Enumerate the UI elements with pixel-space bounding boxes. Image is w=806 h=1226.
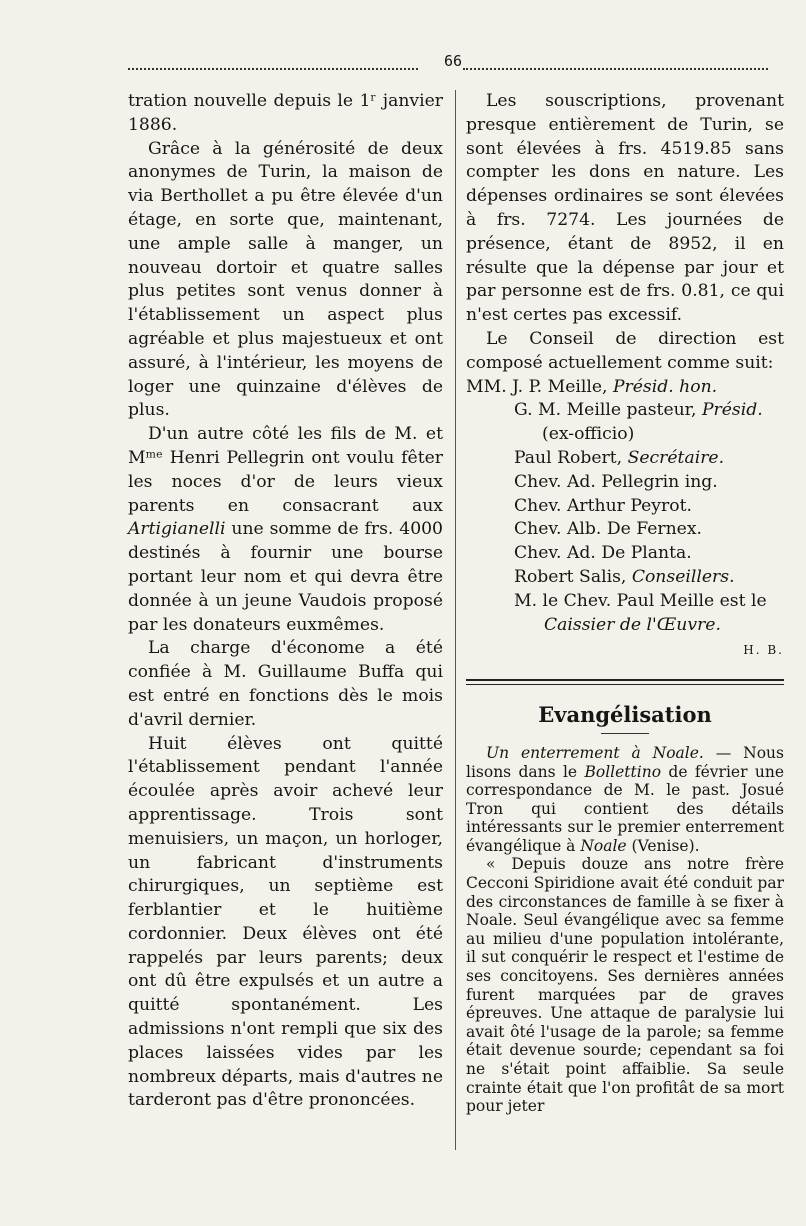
text-run: une somme de frs. 4000 destinés à fournir une bourse portant leur nom et qui devra être donnée à un jeune Vaudois proposé par les donateurs euxmêmes. xyxy=(128,519,443,635)
list-item: Caissier de l'Œuvre. xyxy=(544,614,721,635)
paragraph: Les souscriptions, provenant presque entièrement de Turin, se sont élevées à frs. 4519.85 sans compter les dons en nature. Les dépenses ordinaires se sont élevées à frs. 7274. Les journées de présence, étant de 8952, il en résulte que la dépense par jour et par personne est de frs. 0.81, ce qui n'est certes pas excessif. xyxy=(466,91,784,326)
council-member-list xyxy=(466,376,784,638)
italic-text: Noale xyxy=(580,836,627,855)
paragraph: Grâce à la générosité de deux anonymes de Turin, la maison de via Berthollet a pu être élevée d'un étage, en sorte que, maintenant, une ample salle à manger, un nouveau dortoir et quatre salles plus petites sont venus donner à l'établissement un aspect plus agréable et plus majestueux et ont assuré, à l'intérieur, les moyens de loger une quinzaine d'élèves de plus. xyxy=(128,138,443,421)
list-item xyxy=(466,447,784,471)
member-name: Paul Robert, xyxy=(514,447,628,468)
italic-text: Artigianelli xyxy=(128,519,226,540)
italic-text: Bollettino xyxy=(584,762,662,781)
title-rule xyxy=(601,733,649,734)
text-run: — Nous lisons dans le xyxy=(466,743,784,781)
list-item: Chev. Ad. Pellegrin ing. xyxy=(514,471,718,492)
page-number: 66 xyxy=(443,52,463,70)
paragraph xyxy=(466,744,784,856)
paragraph: Huit élèves ont quitté l'établissement pendant l'année écoulée après avoir achevé leur apprentissage. Trois sont menuisiers, un maçon, un horloger, un fabricant d'instruments chirurgiques, un septième est ferblantier et le huitième cordonnier. Deux élèves ont été rappelés par leurs parents; deux ont dû être expulsés et un autre a quitté spontanément. Les admissions n'ont rempli que six des places laissées vides par les nombreux départs, mais d'autres ne tarderont pas d'être prononcées. xyxy=(128,733,443,1111)
paragraph xyxy=(128,423,443,637)
section-rule xyxy=(466,679,784,685)
member-name: MM. J. P. Meille, xyxy=(466,376,613,397)
list-item: Chev. Alb. De Fernex. xyxy=(514,519,703,540)
signature: H. B. xyxy=(743,643,784,658)
member-role: Présid. xyxy=(701,400,763,421)
text-run: (Venise). xyxy=(626,836,700,855)
list-item: M. le Chev. Paul Meille est le xyxy=(514,590,767,611)
list-item xyxy=(466,399,784,423)
header-rule-right xyxy=(463,62,768,70)
paragraph: La charge d'économe a été confiée à M. Guillaume Buffa qui est entré en fonctions dès le mois d'avril dernier. xyxy=(128,638,443,730)
right-column xyxy=(466,90,784,1116)
member-name: G. M. Meille pasteur, xyxy=(514,400,702,421)
column-divider xyxy=(455,90,456,1150)
text-run: D'un autre côté les fils de M. et Mᵐᵉ Henri Pellegrin ont voulu fêter les noces d'or de leurs vieux parents en consacrant aux xyxy=(128,424,443,516)
member-role: Secrétaire. xyxy=(627,447,725,468)
page-header xyxy=(128,52,768,76)
member-role: Conseillers. xyxy=(631,566,735,587)
paragraph: tration nouvelle depuis le 1ʳ janvier 1886. xyxy=(128,91,443,135)
section-title: Evangélisation xyxy=(538,702,712,728)
text-run: de février une correspondance de M. le past. Josué Tron qui contient des détails intéressants sur le premier enterrement évangélique à xyxy=(466,762,784,855)
list-item: (ex-officio) xyxy=(542,424,635,445)
italic-text: Un enterrement à Noale. xyxy=(486,743,704,762)
member-name: Robert Salis, xyxy=(514,566,632,587)
list-item: Chev. Arthur Peyrot. xyxy=(514,495,692,516)
paragraph: « Depuis douze ans notre frère Cecconi Spiridione avait été conduit par des circonstances de famille à se fixer à Noale. Seul évangélique avec sa femme au milieu d'une population intolérante, il sut conquérir le respect et l'estime de ses concitoyens. Ses dernières années furent marquées par de graves épreuves. Une attaque de paralysie lui avait ôté l'usage de la parole; sa femme était devenue sourde; cependant sa foi ne s'était point affaiblie. Sa seule crainte était que l'on profitât de sa mort pour jeter xyxy=(466,855,784,1116)
paragraph: Le Conseil de direction est composé actuellement comme suit: xyxy=(466,328,784,373)
left-column xyxy=(128,90,443,1113)
header-rule-left xyxy=(128,62,418,70)
member-role: Présid. hon. xyxy=(612,376,718,397)
list-item: Chev. Ad. De Planta. xyxy=(514,543,692,564)
list-item xyxy=(466,376,784,400)
list-item xyxy=(466,566,784,590)
